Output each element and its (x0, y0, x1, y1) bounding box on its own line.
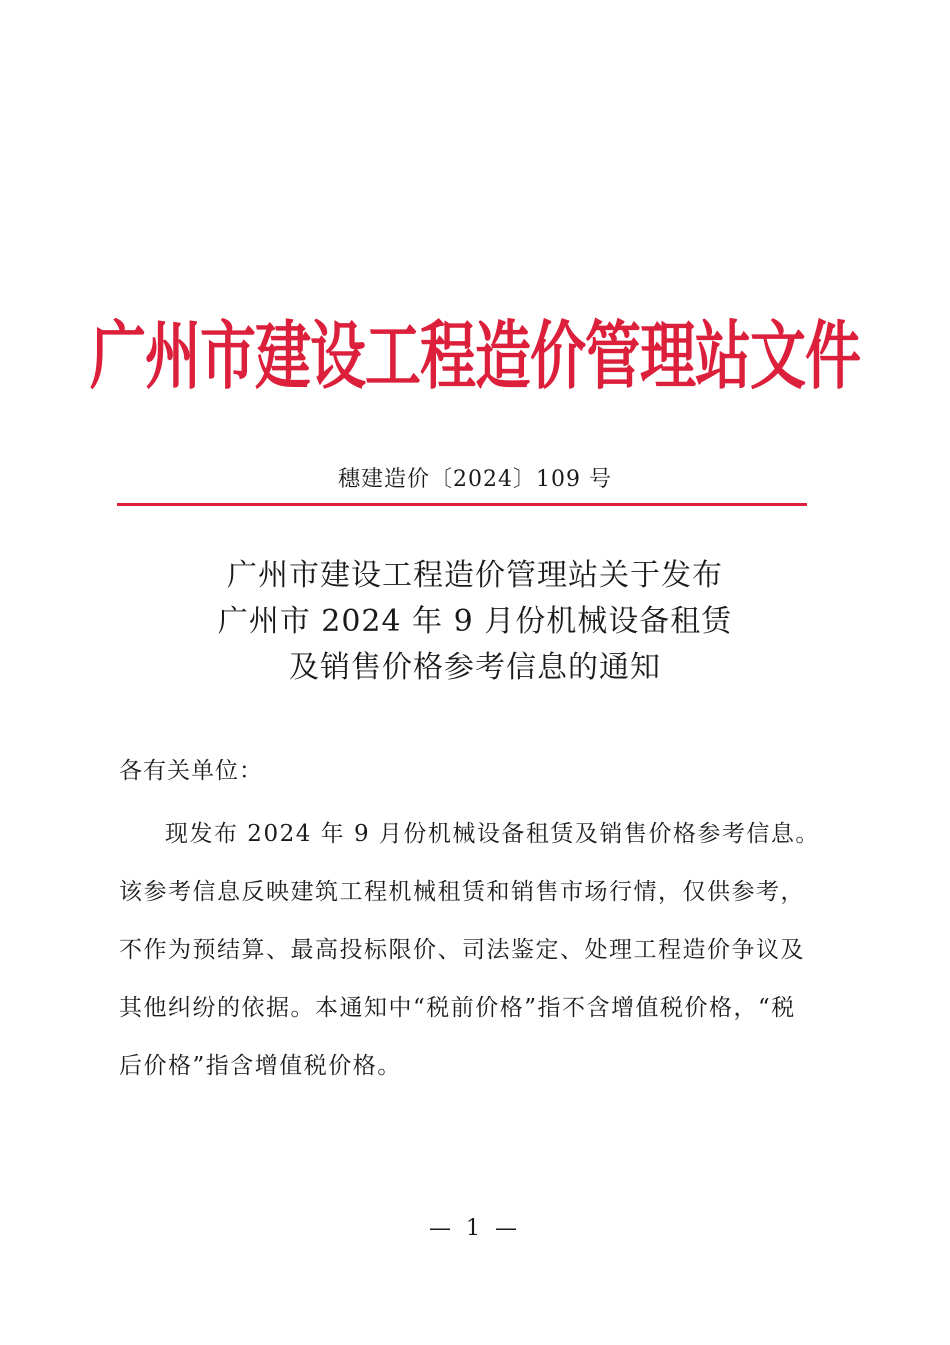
title-line-2: 广州市 2024 年 9 月份机械设备租赁 (217, 604, 733, 639)
body-paragraph (119, 805, 829, 1095)
masthead-title: 广州市建设工程造价管理站文件 (90, 314, 860, 400)
page-number: — 1 — (429, 1216, 521, 1241)
body-line-1: 现发布 2024 年 9 月份机械设备租赁及销售价格参考信息。 (165, 821, 820, 847)
body-line-4: 其他纠纷的依据。本通知中“税前价格”指不含增值税价格，“税 (119, 995, 796, 1021)
title-line-3: 及销售价格参考信息的通知 (289, 650, 661, 685)
body-line-3: 不作为预结算、最高投标限价、司法鉴定、处理工程造价争议及 (119, 937, 805, 963)
salutation: 各有关单位： (119, 758, 263, 784)
red-divider-line (117, 503, 807, 506)
document-title (0, 553, 950, 691)
body-line-5: 后价格”指含增值税价格。 (119, 1053, 402, 1079)
document-number: 穗建造价〔2024〕109 号 (338, 467, 612, 492)
body-line-2: 该参考信息反映建筑工程机械租赁和销售市场行情，仅供参考， (119, 879, 805, 905)
title-line-1: 广州市建设工程造价管理站关于发布 (227, 558, 723, 593)
